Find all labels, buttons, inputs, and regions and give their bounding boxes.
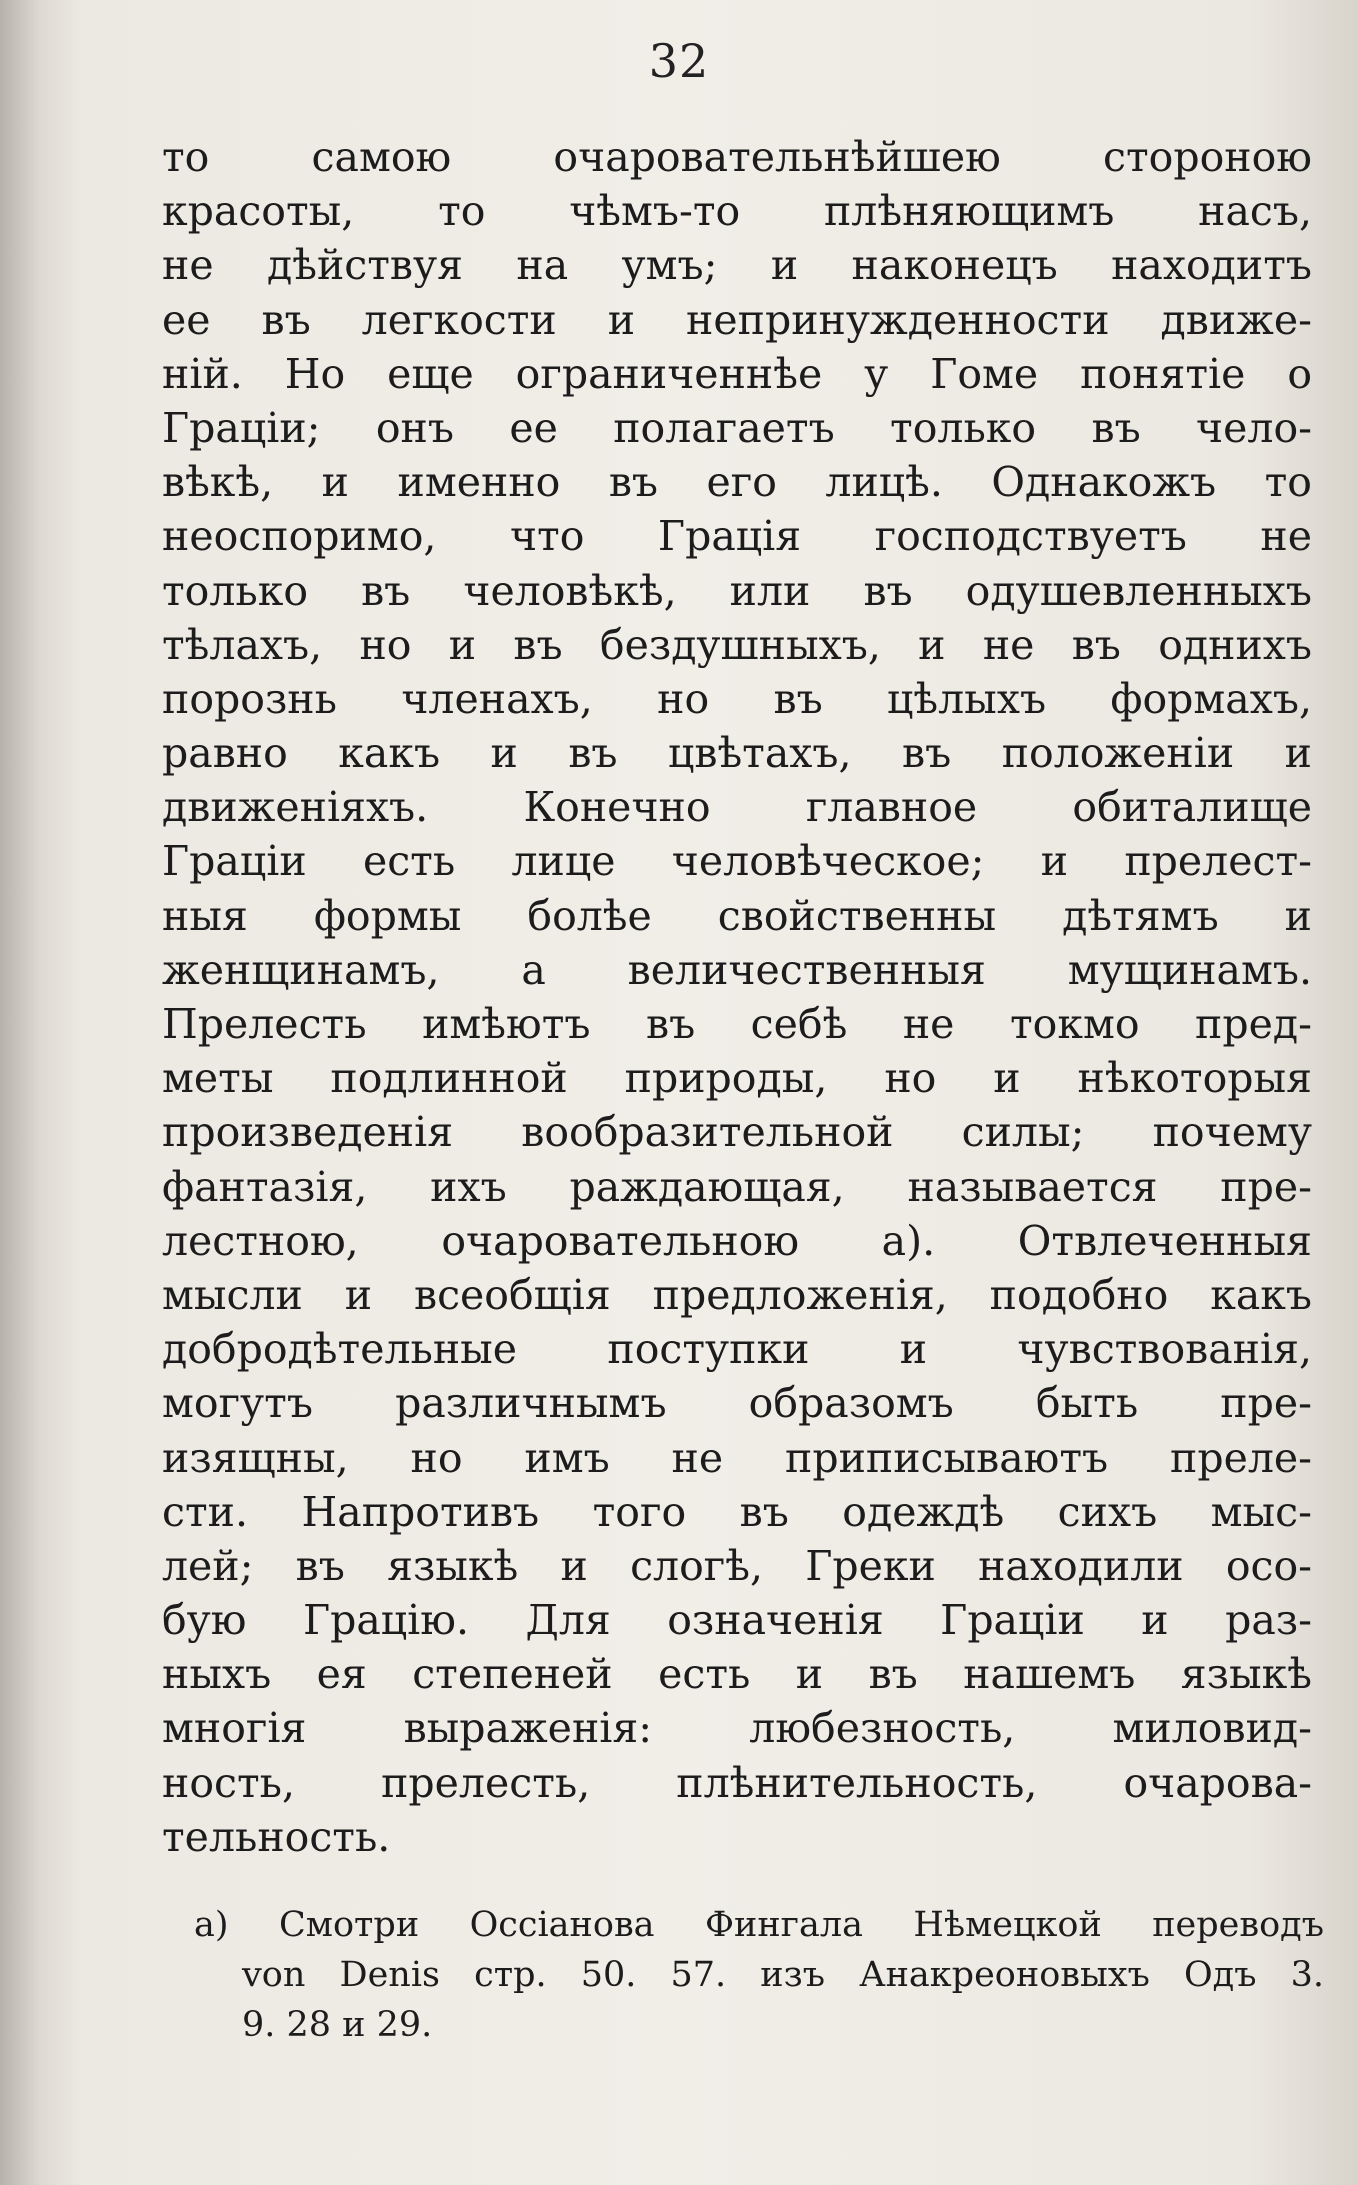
text-line: только въ человѣкѣ, или въ одушевленныхъ (162, 566, 1312, 615)
text-line: нiй. Но еще ограниченнѣе у Гоме понятiе о (162, 349, 1312, 398)
text-line: красоты, то чѣмъ-то плѣняющимъ насъ, (162, 187, 1312, 236)
text-line: ность, прелесть, плѣнительность, очарова- (162, 1758, 1312, 1807)
text-line: Грацiи; онъ ее полагаетъ только въ чело- (162, 403, 1312, 452)
text-line: неоспоримо, что Грацiя господствуетъ не (162, 512, 1312, 561)
text-line: сти. Напротивъ того въ одеждѣ сихъ мыс- (162, 1487, 1312, 1536)
text-line: мысли и всеобщiя предложенiя, подобно какъ (162, 1270, 1312, 1319)
page-edge-shadow (0, 0, 40, 2185)
text-line: бую Грацiю. Для означенiя Грацiи и раз- (162, 1596, 1312, 1645)
text-line: порознь членахъ, но въ цѣлыхъ формахъ, (162, 674, 1312, 723)
text-line: лестною, очаровательною а). Отвлеченныя (162, 1216, 1312, 1265)
footnote-line: von Denis стр. 50. 57. изъ Анакреоновыхъ Одъ 3. (242, 1955, 1324, 1995)
footnote (194, 1900, 1324, 2050)
text-line: движенiяхъ. Конечно главное обиталище (162, 783, 1312, 832)
text-line: равно какъ и въ цвѣтахъ, въ положенiи и (162, 729, 1312, 778)
text-line: Грацiи есть лице человѣческое; и прелест- (162, 837, 1312, 886)
text-line: тельность. (162, 1812, 391, 1861)
text-line: могутъ различнымъ образомъ быть пре- (162, 1379, 1312, 1428)
text-line: многiя выраженiя: любезность, миловид- (162, 1704, 1312, 1753)
text-line: тѣлахъ, но и въ бездушныхъ, и не въ однихъ (162, 620, 1312, 669)
body-text (162, 130, 1312, 1864)
text-line: ее въ легкости и непринужденности движе- (162, 295, 1312, 344)
footnote-line: а) Смотри Оссiанова Фингала Нѣмецкой переводъ (194, 1905, 1324, 1945)
text-line: фантазiя, ихъ раждающая, называется пре- (162, 1162, 1312, 1211)
footnote-line: 9. 28 и 29. (242, 2005, 433, 2045)
text-line: произведенiя вообразительной силы; почему (162, 1108, 1312, 1157)
text-line: лей; въ языкѣ и слогѣ, Греки находили осо- (162, 1541, 1312, 1590)
text-line: ныя формы болѣе свойственны дѣтямъ и (162, 891, 1312, 940)
text-line: ныхъ ея степеней есть и въ нашемъ языкѣ (162, 1650, 1312, 1699)
text-line: женщинамъ, а величественныя мущинамъ. (162, 945, 1312, 994)
page-number: 32 (648, 34, 710, 88)
text-line: добродѣтельные поступки и чувствованiя, (162, 1325, 1312, 1374)
text-line: изящны, но имъ не приписываютъ преле- (162, 1433, 1312, 1482)
text-line: меты подлинной природы, но и нѣкоторыя (162, 1054, 1312, 1103)
text-line: то самою очаровательнѣйшею стороною (162, 133, 1312, 181)
text-line: не дѣйствуя на умъ; и наконецъ находитъ (162, 241, 1312, 290)
text-line: вѣкѣ, и именно въ его лицѣ. Однакожъ то (162, 458, 1312, 507)
text-line: Прелесть имѣютъ въ себѣ не токмо пред- (162, 1000, 1312, 1048)
